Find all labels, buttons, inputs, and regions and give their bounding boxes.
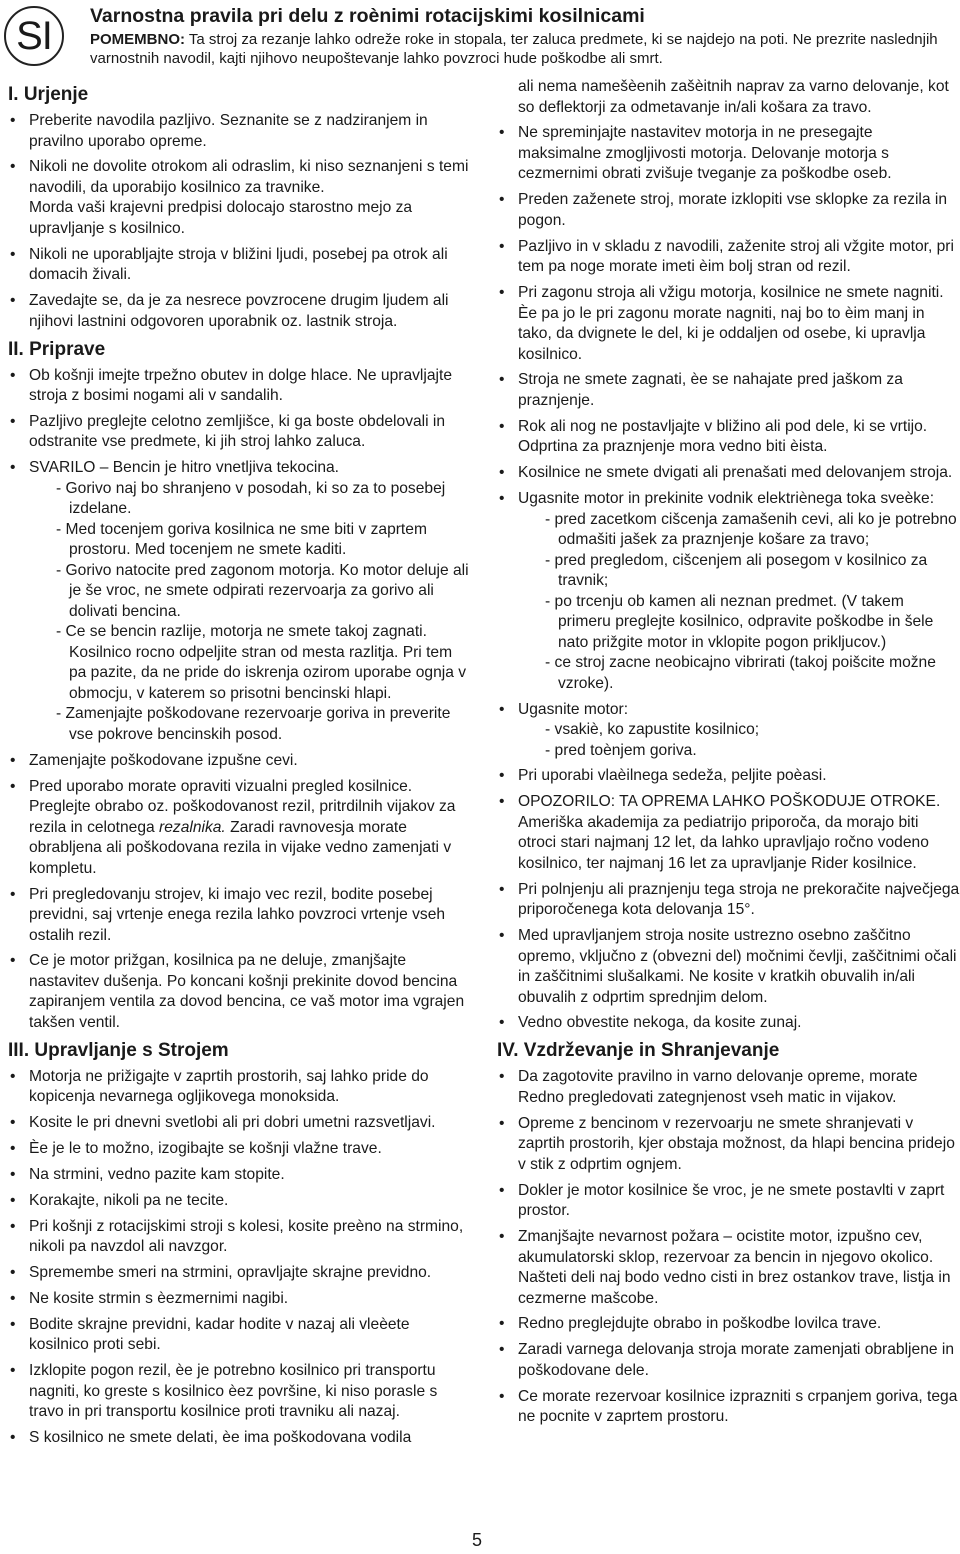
inspect-text: Pred uporabo morate opraviti vizualni pregled kosilnice. Preglejte obrabo oz. poškodovanost rezil, pritrdilnih vijakov za rezila in celotnega bbox=[29, 777, 456, 836]
list-item bbox=[497, 489, 960, 694]
sub-item: - pred zacetkom cišcenja zamašenih cevi, ali ko je potrebno odmašiti jašek za praznjenje košare za travo; bbox=[545, 510, 957, 549]
list-item: • Ne spreminjajte nastavitev motorja in ne presegajte maksimalne zmogljivosti motorja. Delovanje motorja s cezmernimi obrati zvišuje tveganje za poškodbe oseb. bbox=[497, 123, 960, 185]
fuel-warning: • SVARILO – Bencin je hitro vnetljiva tekocina. bbox=[29, 459, 340, 477]
list-upravljanje bbox=[8, 1067, 470, 1449]
list-item: • Rok ali nog ne postavljajte v bližino ali pod dele, ki se vrtijo. Odprtina za praznjenje mora vedno biti èista. bbox=[497, 417, 960, 458]
list-item: • Zamenjajte poškodovane izpušne cevi. bbox=[8, 751, 470, 772]
list-item bbox=[8, 777, 470, 880]
page-title: Varnostna pravila pri delu z roènimi rotacijskimi kosilnicami bbox=[90, 5, 645, 27]
section-heading-vzdrzevanje: IV. Vzdrževanje in Shranjevanje bbox=[497, 1040, 780, 1062]
list-item: • Preberite navodila pazljivo. Seznanite se z nadziranjem in pravilno uporabo opreme. bbox=[8, 111, 470, 152]
list-item: • Èe je le to možno, izogibajte se košnji vlažne trave. bbox=[8, 1139, 470, 1160]
sub-item: - Zamenjajte poškodovane rezervoarje goriva in preverite vse pokrove bencinskih posod. bbox=[56, 705, 451, 743]
list-item: • Ob košnji imejte trpežno obutev in dolge hlace. Ne upravljajte stroja z bosimi nogami ali v sandalih. bbox=[8, 366, 470, 407]
list-item bbox=[8, 458, 470, 745]
list-item: • Pazljivo preglejte celotno zemljišce, ki ga boste obdelovali in odstranite vse predmete, ki jih stroj lahko zaluca. bbox=[8, 412, 470, 453]
list-item bbox=[497, 700, 960, 762]
page-number: 5 bbox=[472, 1530, 483, 1550]
list-item-text: • Ugasnite motor in prekinite vodnik elektriènega toka sveèke: bbox=[518, 490, 935, 508]
list-item: • Stroja ne smete zagnati, èe se nahajate pred jaškom za praznjenje. bbox=[497, 370, 960, 411]
list-item: • Ce je motor prižgan, kosilnica pa ne deluje, zmanjšajte nastavitev dušenja. Po koncani košnji prekinite dovod bencina zapiranjem ventila za dovod bencina, ce vaš motor ima vgrajen takšen ventil. bbox=[8, 951, 470, 1033]
list-item: • Dokler je motor kosilnice še vroc, je ne smete postavlti v zaprt prostor. bbox=[497, 1181, 960, 1222]
list-item: • Izklopite pogon rezil, èe je potrebno kosilnico pri transportu nagniti, ko greste s kosilnico èez površine, ki niso porasle s travo in pri transportu kosilnice proti travniku ali nazaj. bbox=[8, 1361, 470, 1423]
section-heading-priprave: II. Priprave bbox=[8, 338, 106, 360]
list-item: • Kosilnice ne smete dvigati ali prenašati med delovanjem stroja. bbox=[497, 463, 960, 484]
sub-item: - ce stroj zacne neobicajno vibrirati (takoj poišcite možne vzroke). bbox=[545, 654, 936, 692]
sub-item: - pred pregledom, cišcenjem ali posegom v kosilnico za travnik; bbox=[545, 551, 928, 590]
list-item: • Opreme z bencinom v rezervoarju ne smete shranjevati v zaprtih prostorih, kjer obstaja možnost, da hlapi bencina pridejo v stik z odprtim ognjem. bbox=[497, 1114, 960, 1176]
list-item: • Pri polnjenju ali praznjenju tega stroja ne prekoračite največjega priporočenega kota delovanja 15°. bbox=[497, 880, 960, 921]
list-item: • Ce morate rezervoar kosilnice izprazniti s crpanjem goriva, tega ne pocnite v zaprtem prostoru. bbox=[497, 1387, 960, 1428]
inspect-text-end: Zaradi ravnovesja morate obrabljena ali poškodovana rezila in vijake vedno zamenjati v kompletu. bbox=[29, 818, 452, 877]
sub-item: - vsakiè, ko zapustite kosilnico; bbox=[545, 721, 760, 739]
sub-item: - pred toènjem goriva. bbox=[545, 741, 697, 759]
list-item: • Na strmini, vedno pazite kam stopite. bbox=[8, 1165, 470, 1186]
section-heading-upravljanje: III. Upravljanje s Strojem bbox=[8, 1039, 229, 1061]
list-item: • Spremembe smeri na strmini, opravljajte skrajne previdno. bbox=[8, 1263, 470, 1284]
warning-intro bbox=[90, 30, 958, 68]
list-item: • Korakajte, nikoli pa ne tecite. bbox=[8, 1191, 470, 1212]
list-vzdrzevanje bbox=[497, 1067, 960, 1427]
list-item: • OPOZORILO: TA OPREMA LAHKO POŠKODUJE OTROKE. Ameriška akademija za pediatrijo priporoča, da morajo biti otroci stari najmanj 12 let, da lahko upravljajo ročno vodeno kosilnico, ter najmanj 16 let za upravljanje Rider kosilnice. bbox=[497, 792, 960, 874]
list-item: • Pazljivo in v skladu z navodili, zaženite stroj ali vžgite motor, pri tem pa noge morate imeti èim bolj stran od rezil. bbox=[497, 237, 960, 278]
list-item: • Kosite le pri dnevni svetlobi ali pri dobri umetni razsvetljavi. bbox=[8, 1113, 470, 1134]
list-item: • Bodite skrajne previdni, kadar hodite v nazaj ali vleèete kosilnico proti sebi. bbox=[8, 1315, 470, 1356]
list-item-text: • Ugasnite motor: bbox=[518, 700, 629, 718]
list-item: • Preden zaženete stroj, morate izklopiti vse sklopke za rezila in pogon. bbox=[497, 190, 960, 231]
list-item: • Vedno obvestite nekoga, da kosite zunaj. bbox=[497, 1013, 960, 1034]
right-column bbox=[497, 77, 960, 1433]
list-item: • Ne kosite strmin s èezmernimi nagibi. bbox=[8, 1289, 470, 1310]
inspect-italic: rezalnika. bbox=[159, 818, 226, 836]
list-upravljanje-cont bbox=[497, 123, 960, 1034]
warning-label: POMEMBNO: bbox=[90, 31, 185, 48]
list-item: Morda vaši krajevni predpisi dolocajo starostno mejo za upravljanje s kosilnico. bbox=[29, 199, 413, 237]
list-item: • Med upravljanjem stroja nosite ustrezno osebno zaščitno opremo, vključno z (obvezni del) močnimi čevlji, zaščitnimi očali in zaščitnimi slušalkami. Ne kosite v kratkih obuvalih in/ali obuvalih z odprtim sprednjim delom. bbox=[497, 926, 960, 1008]
list-item: • Redno preglejdujte obrabo in poškodbe lovilca trave. bbox=[497, 1314, 960, 1335]
list-item: • S kosilnico ne smete delati, èe ima poškodovana vodila bbox=[8, 1428, 470, 1449]
continued-text: ali nema namešèenih zašèitnih naprav za varno delovanje, kot so deflektorji za odmetavanje in/ali košara za travo. bbox=[518, 78, 949, 116]
list-item: • Nikoli ne dovolite otrokom ali odraslim, ki niso seznanjeni s temi navodili, da uporabijo kosilnico za travnike. bbox=[8, 157, 470, 198]
list-item: • Motorja ne prižigajte v zaprtih prostorih, saj lahko pride do kopicenja nevarnega ogljikovega monoksida. bbox=[8, 1067, 470, 1108]
sub-item: - Gorivo natocite pred zagonom motorja. Ko motor deluje ali je še vroc, ne smete odpirati rezervoarja za gorivo ali dolivati bencina. bbox=[56, 561, 469, 620]
list-item: • Pri košnji z rotacijskimi stroji s kolesi, kosite preèno na strmino, nikoli pa navzdol ali navzgor. bbox=[8, 1217, 470, 1258]
list-item: • Da zagotovite pravilno in varno delovanje opreme, morate Redno pregledovati zategnjenost vseh matic in vijakov. bbox=[497, 1067, 960, 1108]
list-item: • Nikoli ne uporabljajte stroja v bližini ljudi, posebej pa otrok ali domacih živali. bbox=[8, 245, 470, 286]
language-badge: SI bbox=[4, 6, 64, 66]
section-heading-urjenje: I. Urjenje bbox=[8, 84, 89, 105]
list-priprave bbox=[8, 366, 470, 1034]
left-column bbox=[8, 80, 470, 1454]
list-item: • Pri pregledovanju strojev, ki imajo vec rezil, bodite posebej previdni, saj vrtenje enega rezila lahko povzroci vrtenje vseh ostalih rezil. bbox=[8, 885, 470, 947]
list-item: • Zavedajte se, da je za nesrece povzrocene drugim ljudem ali njihovi lastnini odgovoren uporabnik oz. lastnik stroja. bbox=[8, 291, 470, 332]
list-item: • Pri uporabi vlaèilnega sedeža, peljite poèasi. bbox=[497, 766, 960, 787]
list-item: • Zmanjšajte nevarnost požara – ocistite motor, izpušno cev, akumulatorski sklop, rezervoar za bencin in njegovo okolico. Našteti deli naj bodo vedno cisti in brez ostankov trave, listja in cezmerne mašcobe. bbox=[497, 1227, 960, 1309]
sub-item: - Ce se bencin razlije, motorja ne smete takoj zagnati. Kosilnico rocno odpeljite stran od mesta razlitja. Pri tem pa pazite, da ne pride do iskrenja ozirom uporabe ognja v obmocju, v katerem so prisotni bencinski hlapi. bbox=[56, 623, 467, 702]
header bbox=[90, 5, 958, 68]
sub-item: - po trcenju ob kamen ali neznan predmet. (V takem primeru preglejte kosilnico, odpravite poškodbe in šele nato prižgite motor in vklopite pogon prikljucov.) bbox=[545, 592, 934, 651]
list-item: • Zaradi varnega delovanja stroja morate zamenjati obrabljene in poškodovane dele. bbox=[497, 1340, 960, 1381]
sub-item: - Gorivo naj bo shranjeno v posodah, ki so za to posebej izdelane. bbox=[56, 479, 446, 518]
list-item: • Pri zagonu stroja ali vžigu motorja, kosilnice ne smete nagniti. Èe pa jo le pri zagonu morate nagniti, naj bo to èim manj in tako, da dvignete le del, ki je oddaljen od osebe, ki upravlja kosilnico. bbox=[497, 283, 960, 365]
sub-item: - Med tocenjem goriva kosilnica ne sme biti v zaprtem prostoru. Med tocenjem ne smete kaditi. bbox=[56, 520, 427, 559]
warning-text: Ta stroj za rezanje lahko odreže roke in stopala, ter zaluca predmete, ki se najdejo na poti. Ne prezrite naslednjih varnostnih navodil, kajti njihovo neupoštevanje lahko povzroci hude poškodbe ali smrt. bbox=[90, 31, 938, 67]
list-urjenje bbox=[8, 111, 470, 332]
